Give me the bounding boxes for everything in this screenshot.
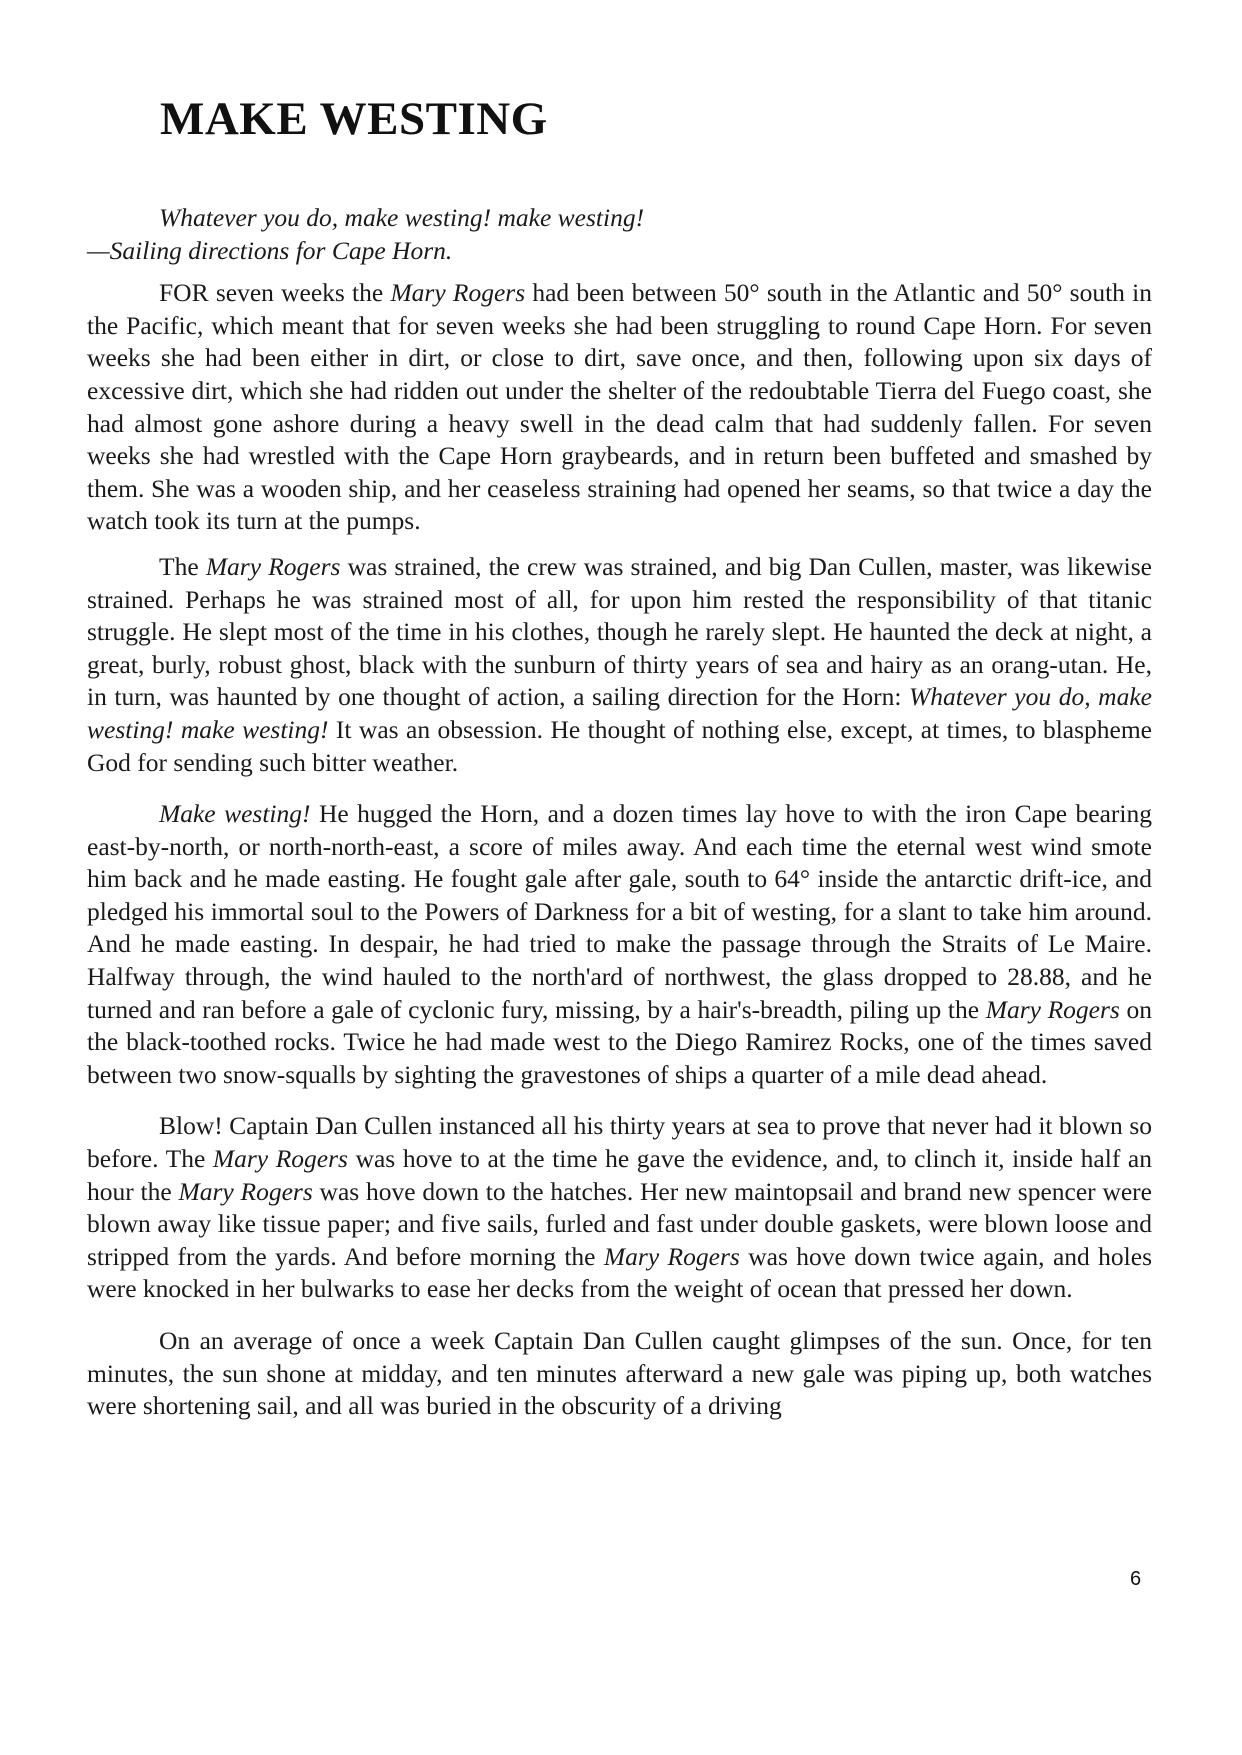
ship-name: Mary Rogers: [390, 278, 526, 308]
paragraph-4-text-d: was hove down twice again, and holes were knocked in her bulwarks to ease her decks from the weight of ocean that pressed her down.: [87, 1241, 1152, 1304]
paragraph-4-text-c: was hove down to the hatches. Her new maintopsail and brand new spencer were blown away like tissue paper; and five sails, furled and fast under double gaskets, were blown loose and stripped from the yards. And before morning the: [87, 1176, 1152, 1271]
paragraph-2-text-b: was strained, the crew was strained, and big Dan Cullen, master, was likewise strained. Perhaps he was strained most of all, for upon him rested the responsibility of that titanic struggle. He slept most of the time in his clothes, though he rarely slept. He haunted the deck at night, a great, burly, robust ghost, black with the sunburn of thirty years of sea and hairy as an orang-utan. He, in turn, was haunted by one thought of action, a sailing direction for the Horn:: [87, 551, 1152, 712]
sailing-direction-quote: Whatever you do, make westing! make westing!: [87, 682, 1152, 744]
paragraph-4-text-b: was hove to at the time he gave the evidence, and, to clinch it, inside half an hour the: [87, 1144, 1152, 1206]
paragraph-2: [87, 551, 1152, 779]
paragraph-3-text-b: on the black-toothed rocks. Twice he had made west to the Diego Ramirez Rocks, one of the times saved between two snow-squalls by sighting the gravestones of ships a quarter of a mile dead ahead.: [87, 994, 1153, 1089]
ship-name: Mary Rogers: [205, 551, 341, 581]
ship-name: Mary Rogers: [985, 994, 1120, 1024]
ship-name: Mary Rogers: [603, 1241, 740, 1271]
epigraph-attribution: —Sailing directions for Cape Horn.: [87, 235, 453, 265]
epigraph-quote: Whatever you do, make westing! make westing!: [159, 203, 645, 232]
paragraph-2-text-a: The: [159, 551, 206, 581]
ship-name: Mary Rogers: [178, 1176, 313, 1206]
paragraph-3-text-a: He hugged the Horn, and a dozen times lay hove to with the iron Cape bearing east-by-north, or north-north-east, a score of miles away. And each time the eternal west wind smote him back and he made easting. He fought gale after gale, south to 64° inside the antarctic drift-ice, and pledged his immortal soul to the Powers of Darkness for a bit of westing, for a slant to take him around. And he made easting. In despair, he had tried to make the passage through the Straits of Le Maire. Halfway through, the wind hauled to the north'ard of northwest, the glass dropped to 28.88, and he turned and ran before a gale of cyclonic fury, missing, by a hair's-breadth, piling up the: [87, 799, 1152, 1024]
paragraph-4-text-a: Blow! Captain Dan Cullen instanced all his thirty years at sea to prove that never had it blown so before. The: [87, 1111, 1152, 1174]
body-text: [87, 202, 1152, 1423]
paragraph-5-text-a: On an average of once a week Captain Dan Cullen caught glimpses of the sun. Once, for ten minutes, the sun shone at midday, and ten minutes afterward a new gale was piping up, both watches were shortening sail, and all was buried in the obscurity of a driving: [87, 1326, 1152, 1421]
paragraph-1: [87, 277, 1152, 538]
paragraph-5: [87, 1325, 1152, 1423]
ship-name: Mary Rogers: [212, 1144, 348, 1174]
paragraph-3: [87, 798, 1152, 1091]
paragraph-2-text-c: It was an obsession. He thought of nothing else, except, at times, to blaspheme God for sending such bitter weather.: [87, 714, 1152, 777]
page-number: 6: [1130, 1568, 1142, 1590]
chapter-title: MAKE WESTING: [160, 93, 548, 145]
paragraph-1-text-b: had been between 50° south in the Atlantic and 50° south in the Pacific, which meant that for seven weeks she had been struggling to round Cape Horn. For seven weeks she had been either in dirt, or close to dirt, save once, and then, following upon six days of excessive dirt, which she had ridden out under the shelter of the redoubtable Tierra del Fuego coast, she had almost gone ashore during a heavy swell in the dead calm that had suddenly fallen. For seven weeks she had wrestled with the Cape Horn graybeards, and in return been buffeted and smashed by them. She was a wooden ship, and her ceaseless straining had opened her seams, so that twice a day the watch took its turn at the pumps.: [87, 278, 1152, 536]
paragraph-1-text-a: FOR seven weeks the: [159, 278, 391, 308]
paragraph-4: [87, 1110, 1152, 1306]
make-westing-exclamation: Make westing!: [159, 799, 311, 829]
